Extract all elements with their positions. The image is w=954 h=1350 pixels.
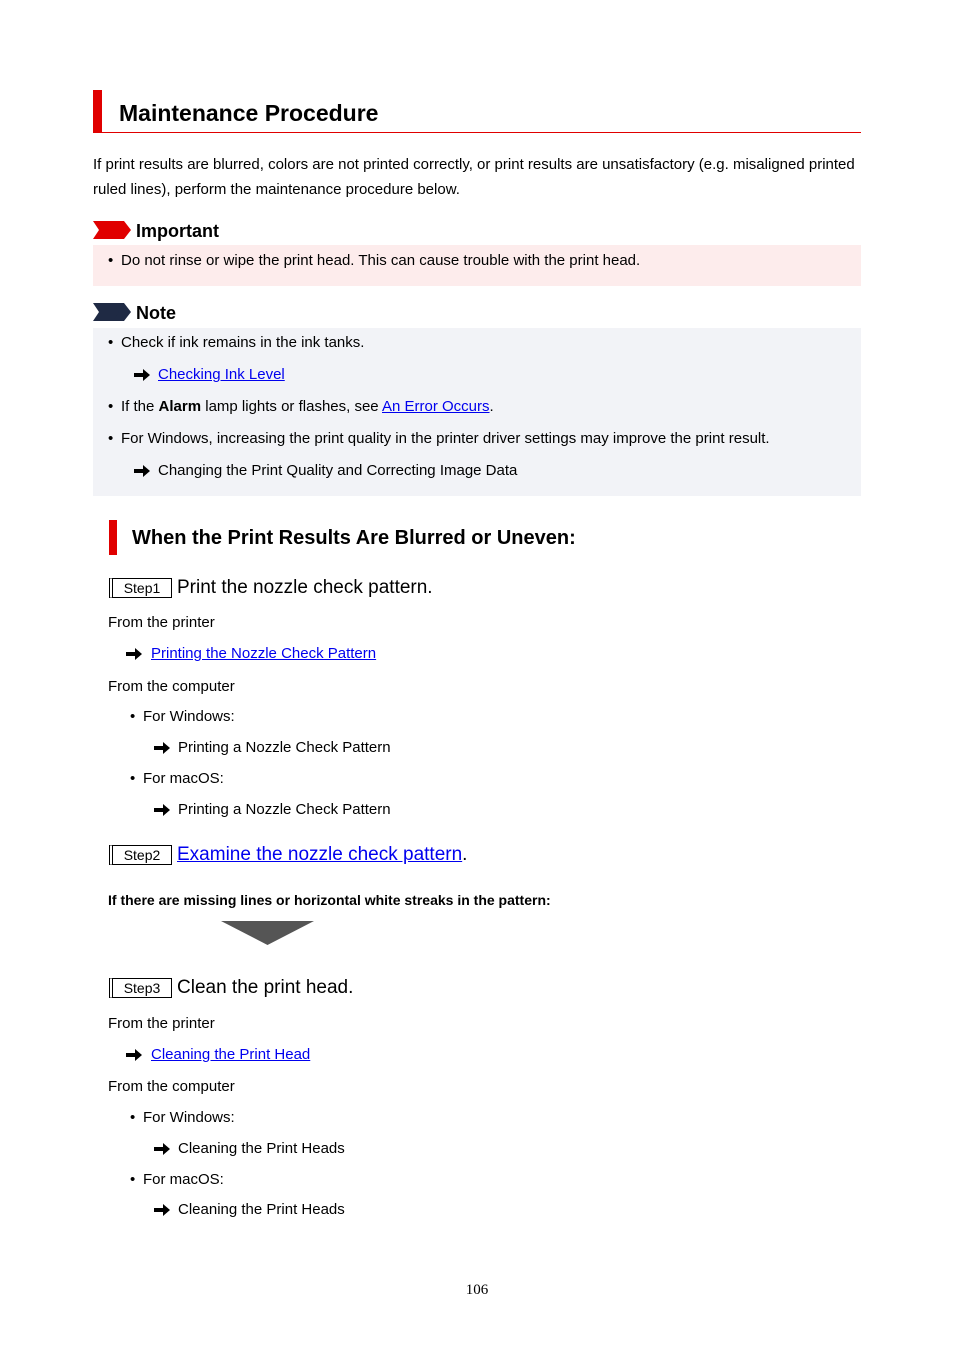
section-title: When the Print Results Are Blurred or Uneven: bbox=[132, 527, 576, 549]
note-heading: Note bbox=[136, 303, 176, 323]
step1-badge: Step1 bbox=[109, 578, 172, 598]
step2-title bbox=[177, 844, 467, 866]
step3-from-computer: From the computer bbox=[108, 1078, 235, 1095]
important-heading: Important bbox=[136, 221, 219, 241]
bullet-icon: • bbox=[108, 398, 114, 415]
note-item-windows: For Windows, increasing the print quality in the printer driver settings may improve the print result. bbox=[121, 430, 770, 447]
step3-windows: For Windows: bbox=[143, 1109, 235, 1126]
step3-badge: Step3 bbox=[109, 978, 172, 998]
title-underline bbox=[102, 132, 861, 133]
arrow-right-icon bbox=[154, 804, 170, 816]
note-item-alarm bbox=[121, 398, 494, 416]
step1-macos-reference: Printing a Nozzle Check Pattern bbox=[178, 801, 391, 818]
printing-nozzle-check-pattern-link[interactable]: Printing the Nozzle Check Pattern bbox=[151, 645, 377, 662]
note-alarm-prefix: If the bbox=[121, 398, 159, 415]
arrow-right-icon bbox=[154, 1143, 170, 1155]
bullet-icon: • bbox=[130, 770, 136, 787]
step2-condition: If there are missing lines or horizontal white streaks in the pattern: bbox=[108, 892, 551, 908]
an-error-occurs-link[interactable]: An Error Occurs bbox=[382, 398, 490, 415]
arrow-right-icon bbox=[134, 369, 150, 381]
bullet-icon: • bbox=[130, 1109, 136, 1126]
arrow-right-icon bbox=[126, 648, 142, 660]
cleaning-print-head-link[interactable]: Cleaning the Print Head bbox=[151, 1046, 311, 1063]
arrow-right-icon bbox=[154, 1204, 170, 1216]
bullet-icon: • bbox=[108, 430, 114, 447]
page-number: 106 bbox=[465, 1282, 489, 1298]
bullet-icon: • bbox=[130, 708, 136, 725]
step1-title: Print the nozzle check pattern. bbox=[177, 577, 433, 598]
note-alarm-middle: lamp lights or flashes, see bbox=[201, 398, 382, 415]
intro-paragraph: If print results are blurred, colors are not printed correctly, or print results are unsatisfactory (e.g. misaligned printed ruled lines), perform the maintenance procedure below. bbox=[93, 156, 855, 198]
step3-macos-reference: Cleaning the Print Heads bbox=[178, 1201, 345, 1218]
step1-windows-reference: Printing a Nozzle Check Pattern bbox=[178, 739, 391, 756]
step3-from-printer: From the printer bbox=[108, 1015, 215, 1032]
step2-badge: Step2 bbox=[109, 845, 172, 865]
arrow-right-icon bbox=[154, 742, 170, 754]
note-chevrons-icon bbox=[93, 303, 131, 321]
step2-title-suffix: . bbox=[462, 844, 468, 865]
step3-windows-reference: Cleaning the Print Heads bbox=[178, 1140, 345, 1157]
step1-windows: For Windows: bbox=[143, 708, 235, 725]
note-alarm-suffix: . bbox=[489, 398, 494, 415]
down-arrow-icon bbox=[221, 921, 314, 945]
title-accent-bar bbox=[93, 90, 102, 133]
checking-ink-level-link[interactable]: Checking Ink Level bbox=[158, 366, 285, 383]
step3-title: Clean the print head. bbox=[177, 977, 354, 998]
alarm-lamp-label: Alarm bbox=[158, 398, 202, 415]
step1-macos: For macOS: bbox=[143, 770, 224, 787]
step1-from-computer: From the computer bbox=[108, 678, 235, 695]
note-item-ink: Check if ink remains in the ink tanks. bbox=[121, 334, 365, 351]
important-item: Do not rinse or wipe the print head. This can cause trouble with the print head. bbox=[121, 252, 641, 269]
arrow-right-icon bbox=[126, 1049, 142, 1061]
print-quality-reference: Changing the Print Quality and Correcting Image Data bbox=[158, 462, 518, 479]
important-chevrons-icon bbox=[93, 221, 131, 239]
bullet-icon: • bbox=[108, 252, 114, 269]
examine-nozzle-check-pattern-link[interactable]: Examine the nozzle check pattern bbox=[177, 844, 463, 865]
bullet-icon: • bbox=[108, 334, 114, 351]
step3-macos: For macOS: bbox=[143, 1171, 224, 1188]
section-accent-bar bbox=[109, 520, 117, 555]
bullet-icon: • bbox=[130, 1171, 136, 1188]
page-title: Maintenance Procedure bbox=[119, 100, 379, 126]
arrow-right-icon bbox=[134, 465, 150, 477]
step1-from-printer: From the printer bbox=[108, 614, 215, 631]
